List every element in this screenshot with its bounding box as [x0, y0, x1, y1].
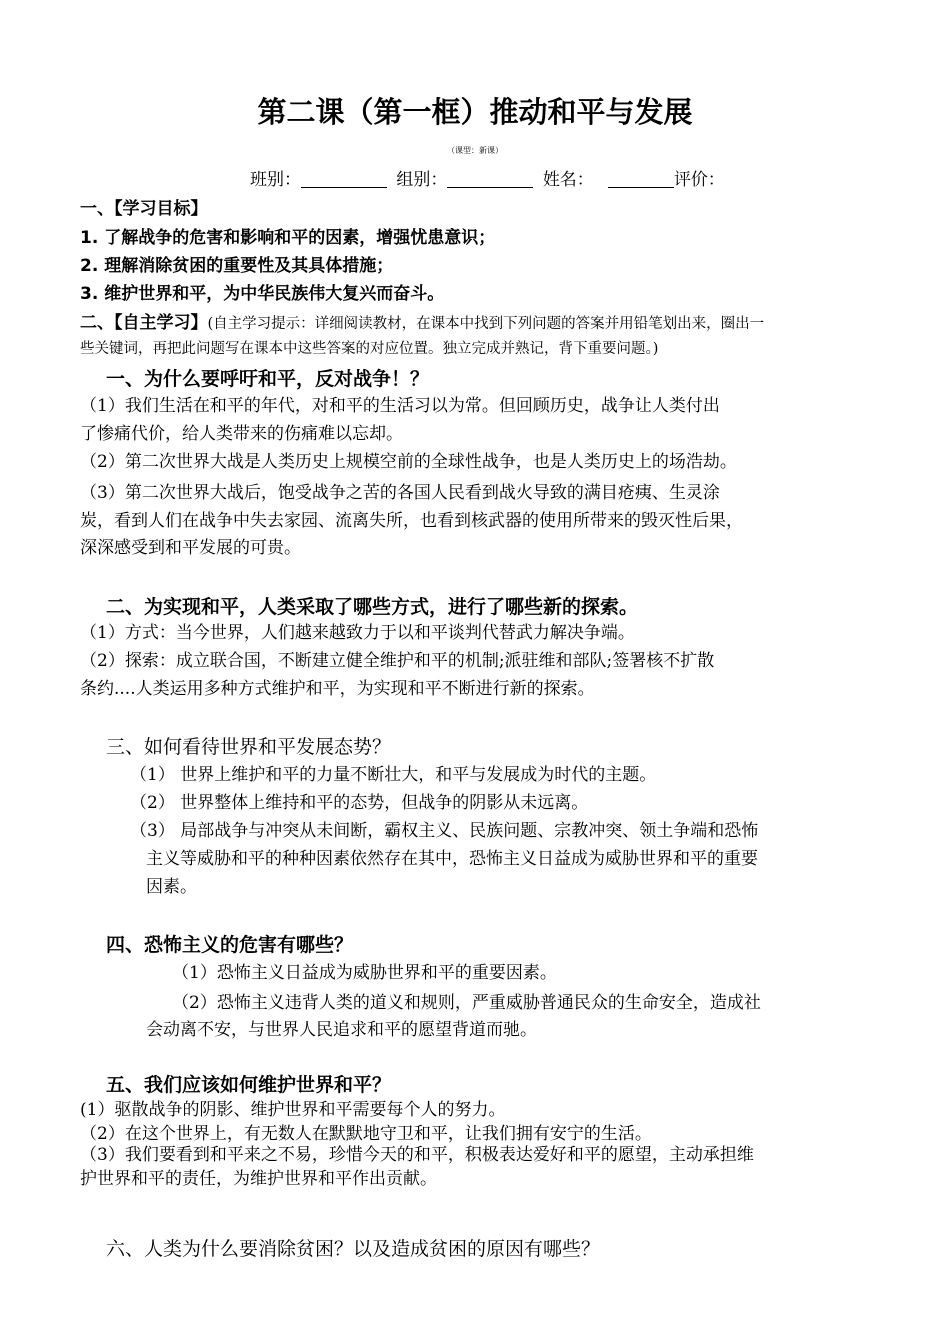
objectives-heading: 一、【学习目标】: [80, 199, 208, 219]
q4-line: 会动离不安，与世界人民追求和平的愿望背道而驰。: [146, 1020, 537, 1040]
page-title: 第二课（第一框）推动和平与发展: [257, 95, 693, 129]
q2-line: （1）方式：当今世界，人们越来越致力于以和平谈判代替武力解决争端。: [80, 623, 635, 643]
q1-line: （2）第二次世界大战是人类历史上规模空前的全球性战争，也是人类历史上的场浩劫。: [80, 452, 737, 472]
q2-line: （2）探索：成立联合国，不断建立健全维护和平的机制;派驻维和部队;签署核不扩散: [80, 651, 715, 671]
q4-line: （1）恐怖主义日益成为威胁世界和平的重要因素。: [172, 963, 557, 983]
lesson-type: （课型：新课）: [447, 146, 503, 155]
q1-line: 深深感受到和平发展的可贵。: [80, 538, 301, 558]
q3-line: （1） 世界上维护和平的力量不断壮大，和平与发展成为时代的主题。: [130, 765, 657, 785]
q4-line: （2）恐怖主义违背人类的道义和规则，严重威胁普通民众的生命安全，造成社: [172, 993, 761, 1013]
objective-item: 3. 维护世界和平，为中华民族伟大复兴而奋斗。: [80, 284, 445, 304]
rating-label: 评价：: [673, 170, 725, 190]
objective-item: 2. 理解消除贫困的重要性及其具体措施；: [80, 256, 394, 276]
self-study-tip-cont: 些关键词，再把此问题写在课本中这些答案的对应位置。独立完成并熟记，背下重要问题。): [80, 341, 659, 357]
self-study-tip: (自主学习提示：详细阅读教材，在课本中找到下列问题的答案并用铅笔划出来，圈出一: [207, 316, 765, 332]
q2-line: 条约....人类运用多种方式维护和平，为实现和平不断进行新的探索。: [80, 679, 595, 699]
q5-line: 护世界和平的责任，为维护世界和平作出贡献。: [80, 1169, 437, 1189]
q3-line: （3） 局部战争与冲突从未间断，霸权主义、民族问题、宗教冲突、领土争端和恐怖: [130, 821, 759, 841]
group-label: 组别：: [396, 170, 448, 190]
q5-line: （3）我们要看到和平来之不易，珍惜今天的和平，积极表达爱好和平的愿望，主动承担维: [80, 1145, 754, 1165]
q3-line: （2） 世界整体上维持和平的态势，但战争的阴影从未远离。: [130, 793, 589, 813]
q3-heading: 三、如何看待世界和平发展态势？: [106, 736, 392, 758]
q1-line: （3）第二次世界大战后，饱受战争之苦的各国人民看到战火导致的满目疮痍、生灵涂: [80, 483, 720, 503]
class-blank[interactable]: [301, 169, 387, 188]
objective-item: 1. 了解战争的危害和影响和平的因素，增强忧患意识；: [80, 228, 496, 248]
q1-line: 了惨痛代价，给人类带来的伤痛难以忘却。: [80, 424, 403, 444]
q6-heading: 六、人类为什么要消除贫困？以及造成贫困的原因有哪些？: [106, 1238, 601, 1260]
q5-heading: 五、我们应该如何维护世界和平？: [106, 1074, 392, 1096]
info-line: [250, 167, 725, 193]
q3-line: 主义等威胁和平的种种因素依然存在其中，恐怖主义日益成为威胁世界和平的重要: [146, 849, 758, 869]
q1-line: （1）我们生活在和平的年代，对和平的生活习以为常。但回顾历史，战争让人类付出: [80, 396, 720, 416]
q4-heading: 四、恐怖主义的危害有哪些？: [106, 934, 354, 956]
class-label: 班别：: [250, 170, 301, 190]
q1-heading: 一、为什么要呼吁和平，反对战争！？: [106, 368, 430, 390]
self-study-line1: [80, 310, 764, 337]
q1-line: 炭，看到人们在战争中失去家园、流离失所，也看到核武器的使用所带来的毁灭性后果，: [80, 511, 743, 531]
self-study-heading: 二、【自主学习】: [80, 313, 208, 333]
q5-line: （2）在这个世界上，有无数人在默默地守卫和平，让我们拥有安宁的生活。: [80, 1124, 652, 1144]
group-blank[interactable]: [447, 169, 533, 188]
q3-line: 因素。: [146, 877, 197, 897]
q2-heading: 二、为实现和平，人类采取了哪些方式，进行了哪些新的探索。: [106, 596, 639, 618]
name-blank[interactable]: [608, 169, 674, 188]
name-label: 姓名：: [542, 170, 594, 190]
q5-line: (1）驱散战争的阴影、维护世界和平需要每个人的努力。: [80, 1100, 506, 1120]
